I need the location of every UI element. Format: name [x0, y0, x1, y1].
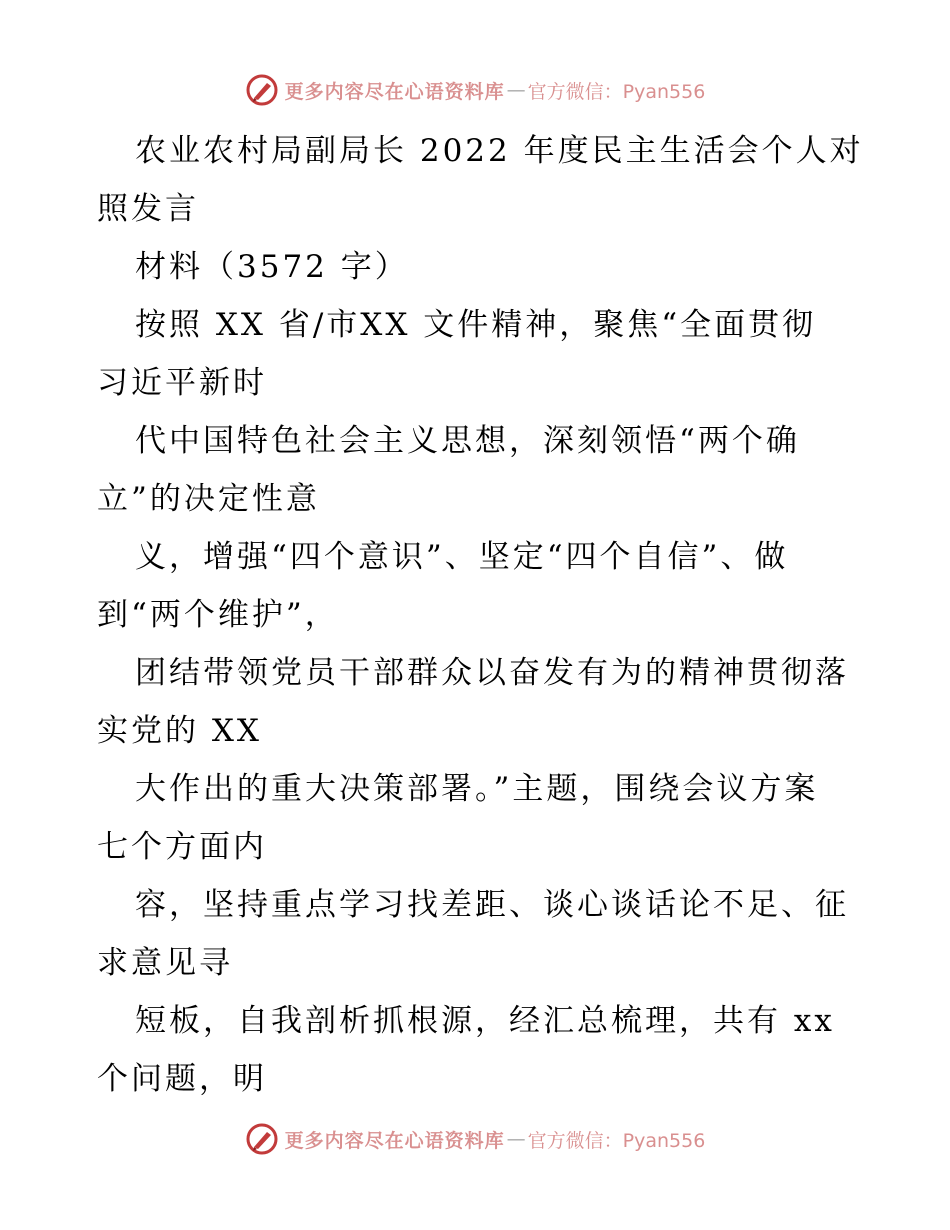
text-line: 代中国特色社会主义思想，深刻领悟“两个确 — [135, 423, 800, 459]
text-line: 农业农村局副局长 2022 年度民主生活会个人对 — [135, 133, 864, 169]
watermark-banner-bottom — [0, 1119, 950, 1159]
text-line: 实党的 XX — [97, 713, 262, 749]
text-line: 个问题，明 — [97, 1061, 267, 1097]
text-line: 七个方面内 — [97, 829, 267, 865]
watermark-separator: — — [506, 79, 526, 101]
pen-logo-icon — [245, 73, 279, 107]
text-line: 求意见寻 — [97, 945, 233, 981]
text-line: 材料（3572 字） — [135, 249, 409, 285]
text-line: 容，坚持重点学习找差距、谈心谈话论不足、征 — [135, 887, 849, 923]
document-body — [97, 122, 864, 1108]
text-line: 习近平新时 — [97, 365, 267, 401]
watermark-contact: 官方微信：Pyan556 — [527, 80, 706, 103]
text-line: 立”的决定性意 — [97, 481, 320, 517]
text-line: 大作出的重大决策部署。”主题，围绕会议方案 — [135, 771, 819, 807]
text-line: 义，增强“四个意识”、坚定“四个自信”、做 — [135, 539, 789, 575]
watermark-banner-top — [0, 70, 950, 110]
watermark-text: 更多内容尽在心语资料库 — [284, 80, 505, 103]
watermark-separator: — — [506, 1128, 526, 1150]
watermark-text: 更多内容尽在心语资料库 — [284, 1129, 505, 1152]
watermark-contact: 官方微信：Pyan556 — [527, 1129, 706, 1152]
text-line: 照发言 — [97, 191, 199, 227]
text-line: 到“两个维护”， — [97, 597, 339, 633]
pen-logo-icon — [245, 1122, 279, 1156]
text-line: 按照 XX 省/市XX 文件精神，聚焦“全面贯彻 — [135, 307, 817, 343]
text-line: 短板，自我剖析抓根源，经汇总梳理，共有 xx — [135, 1003, 835, 1039]
text-line: 团结带领党员干部群众以奋发有为的精神贯彻落 — [135, 655, 849, 691]
